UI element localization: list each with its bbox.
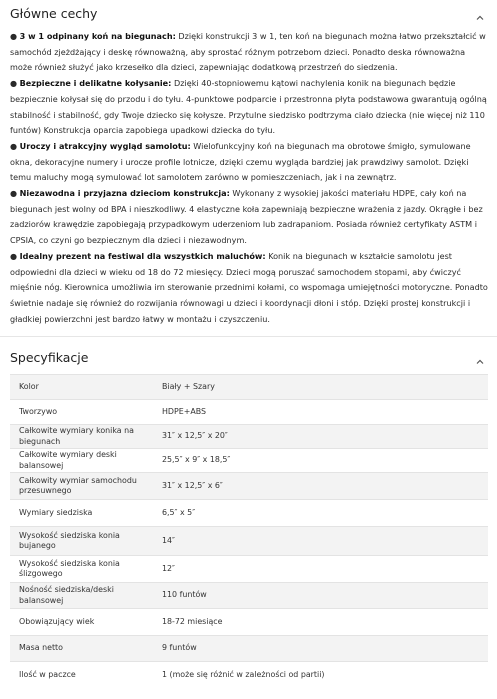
table-row (10, 636, 488, 662)
spec-value: 6,5″ x 5″ (154, 500, 488, 527)
table-row (10, 662, 488, 688)
feature-item (10, 76, 488, 139)
spec-key: Masa netto (10, 636, 154, 662)
feature-text: Konik na biegunach w kształcie samolotu jest odpowiedni dla dzieci w wieku od 18 do 72 miesięcy. Dzieci mogą poruszać samochodem stopami, aby ćwiczyć mięśnie nóg. Kierownica umożliwia irn sterowanie przednimi kołami, co wspomaga umiejętności motoryczne. Ponadto świetnie nadaje się również do rozwijania równowagi u dzieci i koordynacji dłoni i stóp. Dzięki prostej konstrukcji i gładkiej powierzchni jest bardzo łatwy w montażu i czyszczeniu. (10, 250, 488, 324)
spec-value: 9 funtów (154, 636, 488, 662)
table-row (10, 375, 488, 400)
chevron-up-icon[interactable] (475, 8, 485, 18)
feature-label: Bezpieczne i delikatne kołysanie: (19, 78, 172, 89)
spec-value: 14″ (154, 527, 488, 556)
features-title: Główne cechy (10, 5, 98, 21)
spec-key: Nośność siedziska/deski balansowej (10, 583, 154, 609)
feature-text: Dzięki konstrukcji 3 w 1, ten koń na biegunach można łatwo przekształcić w samochód zjeżdżający i deskę równoważną, aby sprostać różnym potrzebom dzieci. Ponadto deska równoważna może również służyć jako krzesełko dla dzieci, zapewniając dodatkową przestrzeń do siedzenia. (10, 31, 486, 73)
table-row (10, 425, 488, 449)
feature-text: Dzięki 40-stopniowemu kątowi nachylenia konik na biegunach będzie bezpiecznie kołysał się do przodu i do tyłu. 4-punktowe podparcie i przestronna płyta podstawowa gwarantują ogólną stabilność i stabilność, gdy Twoje dziecko się kołysze. Przytulne siedzisko podtrzyma ciało dziecka (nie więcej niż 110 funtów) Konstrukcja oparcia zapobiega upadkowi dziecka do tyłu. (10, 78, 487, 136)
spec-key: Tworzywo (10, 400, 154, 425)
spec-value: 25,5″ x 9″ x 18,5″ (154, 449, 488, 473)
spec-value: 18-72 miesiące (154, 609, 488, 636)
spec-key: Wymiary siedziska (10, 500, 154, 527)
bullet-marker: ● (10, 140, 18, 151)
table-row (10, 527, 488, 556)
bullet-marker: ● (10, 188, 18, 199)
bullet-marker: ● (10, 31, 18, 41)
spec-value: 12″ (154, 556, 488, 583)
feature-item (10, 186, 488, 249)
table-row (10, 583, 488, 609)
bullet-marker: ● (10, 250, 18, 261)
table-row (10, 556, 488, 583)
feature-label: Idealny prezent na festiwal dla wszystkich maluchów: (19, 250, 266, 261)
spec-key: Wysokość siedziska konia ślizgowego (10, 556, 154, 583)
specs-section-header[interactable] (0, 346, 497, 368)
table-row (10, 500, 488, 527)
feature-label: Niezawodna i przyjazna dzieciom konstrukcja: (19, 188, 230, 199)
spec-key: Obowiązujący wiek (10, 609, 154, 636)
features-section-header[interactable] (0, 2, 497, 24)
spec-value: 1 (może się różnić w zależności od partii) (154, 662, 488, 688)
feature-text: Wielofunkcyjny koń na biegunach ma obrotowe śmigło, symulowane okna, dekoracyjne numery i urocze profile lotnicze, dzięki czemu wygląda bardziej jak prawdziwy samolot. Dzięki temu maluchy mogą symulować lot samolotem zarówno w pomieszczeniach, jak i na zewnątrz. (10, 140, 471, 183)
features-list (10, 29, 488, 327)
feature-label: 3 w 1 odpinany koń na biegunach: (19, 31, 176, 41)
spec-key: Wysokość siedziska konia bujanego (10, 527, 154, 556)
spec-value: 31″ x 12,5″ x 6″ (154, 473, 488, 500)
spec-key: Kolor (10, 375, 154, 400)
spec-value: Biały + Szary (154, 375, 488, 400)
table-row (10, 609, 488, 636)
feature-item (10, 139, 488, 186)
spec-key: Ilość w paczce (10, 662, 154, 688)
bullet-marker: ● (10, 78, 18, 89)
specs-table (10, 374, 488, 688)
spec-key: Całkowity wymiar samochodu przesuwnego (10, 473, 154, 500)
spec-value: 31″ x 12,5″ x 20″ (154, 425, 488, 449)
feature-item (10, 29, 488, 76)
feature-item (10, 249, 488, 328)
table-row (10, 473, 488, 500)
feature-text: Wykonany z wysokiej jakości materiału HDPE, cały koń na biegunach jest wolny od BPA i nieszkodliwy. 4 elastyczne koła zapewniają bezpieczne wrażenia z jazdy. Okrągłe i bez zadziorów krawędzie zapobiegają przypadkowym uderzeniom lub zadrapaniom. Posiada również certyfikaty ASTM i CPSIA, co czyni go bezpiecznym dla dzieci i niezawodnym. (10, 188, 483, 246)
spec-value: 110 funtów (154, 583, 488, 609)
specs-title: Specyfikacje (10, 349, 89, 365)
feature-label: Uroczy i atrakcyjny wygląd samolotu: (19, 140, 191, 151)
spec-key: Całkowite wymiary deski balansowej (10, 449, 154, 473)
spec-key: Całkowite wymiary konika na biegunach (10, 425, 154, 449)
table-row (10, 400, 488, 425)
section-divider (0, 336, 497, 337)
spec-value: HDPE+ABS (154, 400, 488, 425)
chevron-up-icon[interactable] (475, 352, 485, 362)
table-row (10, 449, 488, 473)
